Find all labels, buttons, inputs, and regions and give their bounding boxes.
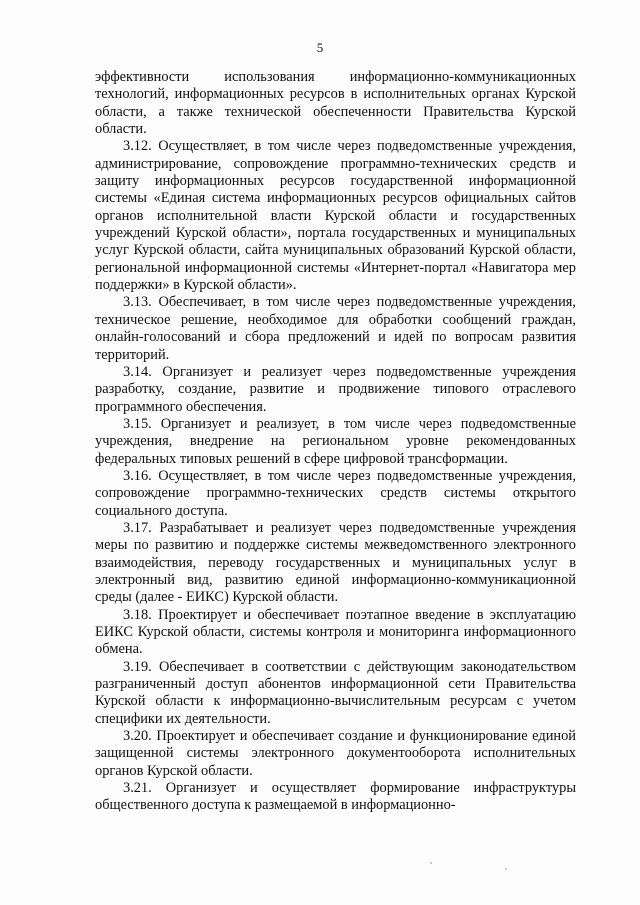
paragraph-3-21: 3.21. Организует и осуществляет формирование инфраструктуры общественного доступа к размещаемой в информационно- bbox=[95, 780, 576, 814]
paragraph-3-15: 3.15. Организует и реализует, в том числе через подведомственные учреждения, внедрение на региональном уровне рекомендованных федеральных типовых решений в сфере цифровой трансформации. bbox=[95, 415, 576, 467]
paragraph-3-12: 3.12. Осуществляет, в том числе через подведомственные учреждения, администрирование, сопровождение программно-технических средств и защиту информационных ресурсов государственной информационной системы «Единая система информационных ресурсов официальных сайтов органов исполнительной власти Курской области и государственных учреждений Курской области», портала государственных и муниципальных услуг Курской области, сайта муниципальных образований Курской области, региональной информационной системы «Интернет-портал «Навигатора мер поддержки» в Курской области». bbox=[95, 138, 576, 294]
paragraph-3-14: 3.14. Организует и реализует через подведомственные учреждения разработку, создание, развитие и продвижение типового отраслевого программного обеспечения. bbox=[95, 363, 576, 415]
paragraph-3-16: 3.16. Осуществляет, в том числе через подведомственные учреждения, сопровождение программно-технических средств системы открытого социального доступа. bbox=[95, 467, 576, 519]
paragraph-3-17: 3.17. Разрабатывает и реализует через подведомственные учреждения меры по развитию и поддержке системы межведомственного электронного взаимодействия, переводу государственных и муниципальных услуг в электронный вид, развитию единой информационно-коммуникационной среды (далее - ЕИКС) Курской области. bbox=[95, 519, 576, 606]
paragraph-3-19: 3.19. Обеспечивает в соответствии с действующим законодательством разграниченный доступ абонентов информационной сети Правительства Курской области к информационно-вычислительным ресурсам с учетом специфики их деятельности. bbox=[95, 658, 576, 727]
paragraph-3-13: 3.13. Обеспечивает, в том числе через подведомственные учреждения, техническое решение, необходимое для обработки сообщений граждан, онлайн-голосований и сбора предложений и идей по вопросам развития территорий. bbox=[95, 294, 576, 363]
paragraph-3-18: 3.18. Проектирует и обеспечивает поэтапное введение в эксплуатацию ЕИКС Курской области, системы контроля и мониторинга информационного обмена. bbox=[95, 606, 576, 658]
page-number: 5 bbox=[316, 40, 324, 55]
scan-artifact bbox=[430, 862, 432, 864]
paragraph-continuation: эффективности использования информационно-коммуникационных технологий, информационных ресурсов в исполнительных органах Курской области, а также технической обеспеченности Правительства Курской области. bbox=[95, 69, 576, 138]
scan-artifact bbox=[505, 868, 507, 870]
document-body bbox=[95, 69, 576, 815]
paragraph-3-20: 3.20. Проектирует и обеспечивает создание и функционирование единой защищенной системы электронного документооборота исполнительных органов Курской области. bbox=[95, 728, 576, 779]
